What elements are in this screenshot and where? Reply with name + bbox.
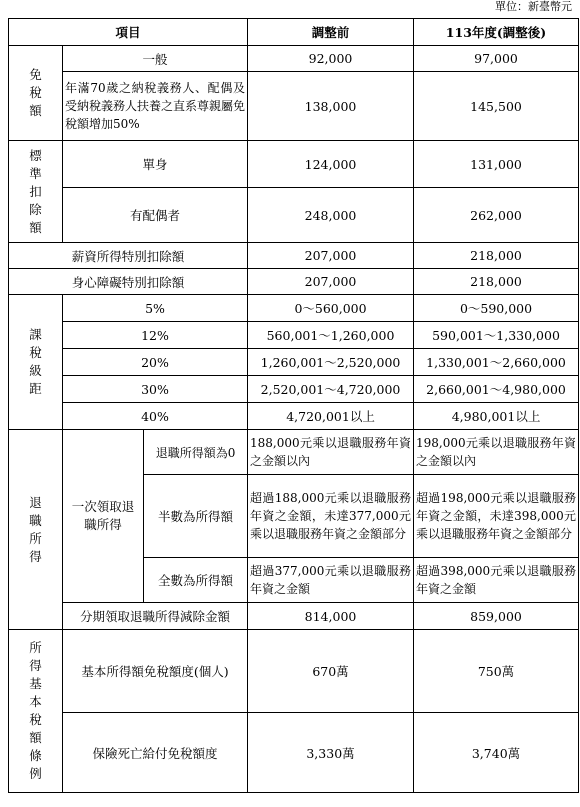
header-item: 項目 (9, 19, 248, 46)
category-standard-deduction: 標 準 扣 除 額 (9, 141, 63, 243)
value-after: 超過198,000元乘以退職服務年資之金額，未達398,000元乘以退職服務年資之金額部分 (414, 475, 579, 558)
table-row (9, 630, 579, 713)
value-before: 188,000元乘以退職服務年資之金額以內 (248, 430, 414, 475)
table-row (9, 430, 579, 475)
value-before: 4,720,001以上 (248, 403, 414, 430)
value-before: 248,000 (248, 188, 414, 243)
bracket-rate: 30% (63, 376, 248, 403)
table-row (9, 403, 579, 430)
value-after: 218,000 (414, 243, 579, 269)
header-before: 調整前 (248, 19, 414, 46)
category-brackets: 課 稅 級 距 (9, 295, 63, 430)
table-row (9, 141, 579, 188)
bracket-rate: 40% (63, 403, 248, 430)
header-row (9, 19, 579, 46)
row-label: 保險死亡給付免稅額度 (63, 713, 248, 793)
category-retirement: 退 職 所 得 (9, 430, 63, 630)
value-before: 670萬 (248, 630, 414, 713)
value-before: 814,000 (248, 603, 414, 630)
category-exemption: 免 稅 額 (9, 46, 63, 141)
value-after: 4,980,001以上 (414, 403, 579, 430)
table-row (9, 349, 579, 376)
table-row (9, 376, 579, 403)
value-after: 2,660,001～4,980,000 (414, 376, 579, 403)
value-after: 262,000 (414, 188, 579, 243)
value-after: 145,500 (414, 72, 579, 141)
value-before: 124,000 (248, 141, 414, 188)
category-basic-income: 所 得 基 本 稅 額 條 例 (9, 630, 63, 793)
table-row (9, 713, 579, 793)
value-after: 0～590,000 (414, 295, 579, 322)
value-after: 859,000 (414, 603, 579, 630)
table-row (9, 322, 579, 349)
row-label: 一般 (63, 46, 248, 72)
value-before: 3,330萬 (248, 713, 414, 793)
value-after: 750萬 (414, 630, 579, 713)
value-before: 207,000 (248, 243, 414, 269)
value-before: 207,000 (248, 269, 414, 295)
value-after: 超過398,000元乘以退職服務年資之金額 (414, 558, 579, 603)
value-after: 97,000 (414, 46, 579, 72)
bracket-rate: 5% (63, 295, 248, 322)
row-label: 半數為所得額 (144, 475, 248, 558)
value-after: 131,000 (414, 141, 579, 188)
table-row (9, 295, 579, 322)
table-row (9, 243, 579, 269)
value-before: 0～560,000 (248, 295, 414, 322)
value-after: 198,000元乘以退職服務年資之金額以內 (414, 430, 579, 475)
tax-adjustment-table (8, 18, 579, 793)
row-label: 單身 (63, 141, 248, 188)
value-before: 138,000 (248, 72, 414, 141)
row-label: 有配偶者 (63, 188, 248, 243)
lump-sum-label: 一次領取退職所得 (63, 430, 144, 603)
table-row (9, 46, 579, 72)
value-before: 560,001～1,260,000 (248, 322, 414, 349)
table-row (9, 603, 579, 630)
unit-label: 單位：新臺幣元 (495, 0, 572, 13)
row-label: 薪資所得特別扣除額 (9, 243, 248, 269)
table-row (9, 188, 579, 243)
row-label: 年滿70歲之納稅義務人、配偶及受納稅義務人扶養之直系尊親屬免稅額增加50% (63, 72, 248, 141)
bracket-rate: 20% (63, 349, 248, 376)
value-before: 超過377,000元乘以退職服務年資之金額 (248, 558, 414, 603)
row-label: 分期領取退職所得減除金額 (63, 603, 248, 630)
header-after: 113年度(調整後) (414, 19, 579, 46)
value-after: 218,000 (414, 269, 579, 295)
row-label: 全數為所得額 (144, 558, 248, 603)
value-after: 3,740萬 (414, 713, 579, 793)
row-label: 基本所得額免稅額度(個人) (63, 630, 248, 713)
value-before: 2,520,001～4,720,000 (248, 376, 414, 403)
row-label: 身心障礙特別扣除額 (9, 269, 248, 295)
value-after: 590,001～1,330,000 (414, 322, 579, 349)
value-before: 超過188,000元乘以退職服務年資之金額，未達377,000元乘以退職服務年資之金額部分 (248, 475, 414, 558)
row-label: 退職所得額為0 (144, 430, 248, 475)
value-before: 1,260,001～2,520,000 (248, 349, 414, 376)
value-after: 1,330,001～2,660,000 (414, 349, 579, 376)
value-before: 92,000 (248, 46, 414, 72)
table-row (9, 269, 579, 295)
table-row (9, 72, 579, 141)
bracket-rate: 12% (63, 322, 248, 349)
